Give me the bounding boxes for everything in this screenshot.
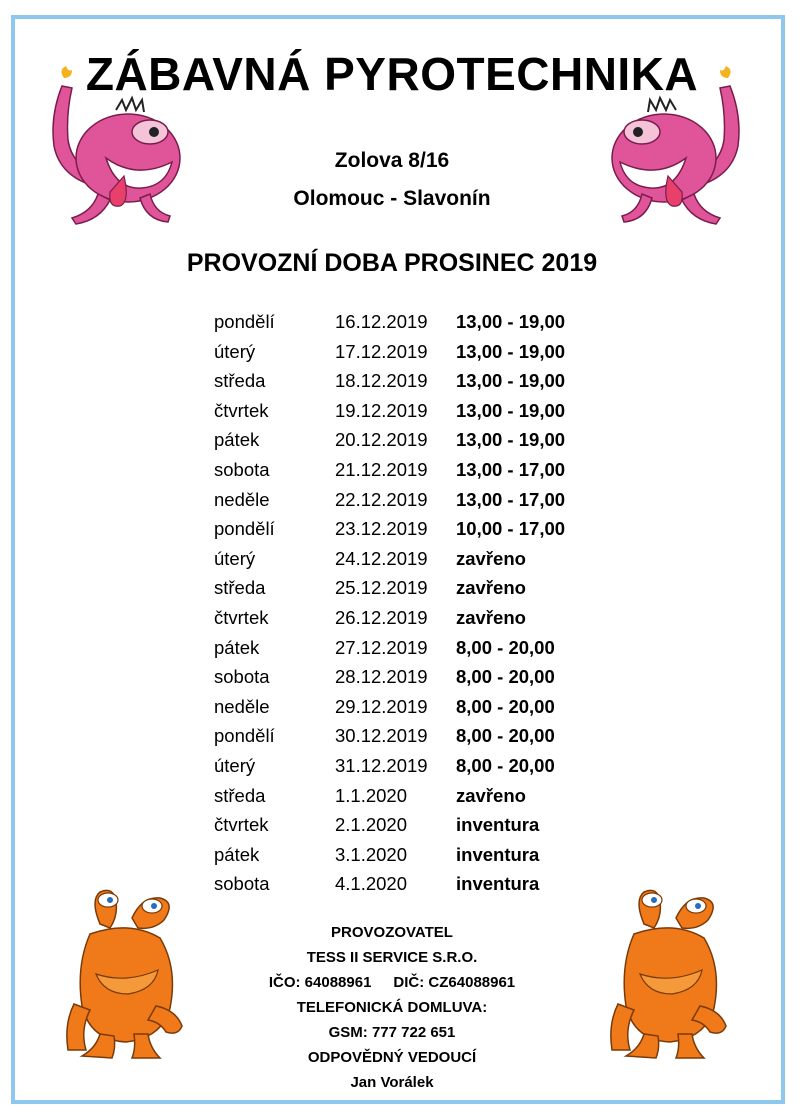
gsm-number: GSM: 777 722 651 [328, 1024, 456, 1041]
company-name: TESS II SERVICE S.R.O. [306, 949, 478, 966]
date: 4.1.2020 [335, 873, 408, 895]
date: 18.12.2019 [335, 370, 428, 392]
day-name: sobota [214, 458, 270, 480]
hours: 13,00 - 19,00 [456, 429, 566, 451]
schedule-row [214, 692, 614, 722]
schedule-row [214, 662, 614, 692]
schedule-row [214, 455, 614, 485]
hours: inventura [456, 843, 540, 865]
date: 19.12.2019 [335, 399, 428, 421]
day-name: sobota [214, 666, 270, 688]
day-name: pátek [214, 636, 260, 658]
date: 30.12.2019 [335, 725, 428, 747]
hours: zavřeno [456, 606, 526, 628]
ico-number: IČO: 64088961 [268, 974, 372, 991]
date: 25.12.2019 [335, 577, 428, 599]
phone-label: TELEFONICKÁ DOMLUVA: [296, 999, 488, 1016]
day-name: středa [214, 577, 266, 599]
day-name: pondělí [214, 518, 275, 540]
day-name: pondělí [214, 725, 275, 747]
schedule-row [214, 781, 614, 811]
date: 17.12.2019 [335, 340, 428, 362]
hours: zavřeno [456, 577, 526, 599]
day-name: úterý [214, 340, 256, 362]
day-name: neděle [214, 695, 270, 717]
date: 21.12.2019 [335, 458, 428, 480]
schedule-row [214, 425, 614, 455]
hours: 8,00 - 20,00 [456, 636, 555, 658]
hours: zavřeno [456, 784, 526, 806]
date: 24.12.2019 [335, 547, 428, 569]
date: 31.12.2019 [335, 754, 428, 776]
hours: 8,00 - 20,00 [456, 725, 555, 747]
schedule-row [214, 810, 614, 840]
hours: 13,00 - 19,00 [456, 340, 566, 362]
day-name: středa [214, 370, 266, 392]
schedule-row [214, 840, 614, 870]
schedule-row [214, 544, 614, 574]
date: 27.12.2019 [335, 636, 428, 658]
hours: 13,00 - 17,00 [456, 458, 566, 480]
dic-number: DIČ: CZ64088961 [393, 974, 516, 991]
schedule-row [214, 366, 614, 396]
hours: 13,00 - 19,00 [456, 370, 566, 392]
date: 20.12.2019 [335, 429, 428, 451]
schedule-row [214, 514, 614, 544]
hours: 8,00 - 20,00 [456, 754, 555, 776]
address-street: Zolova 8/16 [334, 149, 450, 172]
hours: 8,00 - 20,00 [456, 666, 555, 688]
manager-name: Jan Vorálek [350, 1074, 434, 1091]
hours: inventura [456, 814, 540, 836]
schedule-row [214, 307, 614, 337]
address-city: Olomouc - Slavonín [293, 187, 491, 210]
schedule-row [214, 573, 614, 603]
schedule-title: PROVOZNÍ DOBA PROSINEC 2019 [186, 249, 598, 277]
schedule-row [214, 721, 614, 751]
opening-hours-list [214, 307, 614, 899]
day-name: úterý [214, 547, 256, 569]
schedule-row [214, 869, 614, 899]
hours: 13,00 - 19,00 [456, 399, 566, 421]
hours: 8,00 - 20,00 [456, 695, 555, 717]
date: 28.12.2019 [335, 666, 428, 688]
tax-ids [0, 970, 784, 995]
day-name: neděle [214, 488, 270, 510]
hours: 13,00 - 17,00 [456, 488, 566, 510]
day-name: pátek [214, 843, 260, 865]
day-name: čtvrtek [214, 606, 269, 628]
hours: 10,00 - 17,00 [456, 518, 566, 540]
schedule-row [214, 485, 614, 515]
day-name: čtvrtek [214, 814, 269, 836]
day-name: středa [214, 784, 266, 806]
operator-label: PROVOZOVATEL [331, 924, 453, 941]
manager-label: ODPOVĚDNÝ VEDOUCÍ [307, 1049, 477, 1066]
day-name: pátek [214, 429, 260, 451]
date: 16.12.2019 [335, 311, 428, 332]
schedule-row [214, 396, 614, 426]
hours: 13,00 - 19,00 [456, 311, 566, 332]
schedule-row [214, 633, 614, 663]
date: 3.1.2020 [335, 843, 408, 865]
date: 1.1.2020 [335, 784, 408, 806]
hours: zavřeno [456, 547, 526, 569]
date: 23.12.2019 [335, 518, 428, 540]
hours: inventura [456, 873, 540, 895]
schedule-row [214, 603, 614, 633]
day-name: čtvrtek [214, 399, 269, 421]
day-name: sobota [214, 873, 270, 895]
operator-info [0, 920, 784, 1095]
day-name: pondělí [214, 311, 275, 332]
schedule-row [214, 337, 614, 367]
date: 2.1.2020 [335, 814, 408, 836]
day-name: úterý [214, 754, 256, 776]
date: 29.12.2019 [335, 695, 428, 717]
schedule-row [214, 751, 614, 781]
date: 22.12.2019 [335, 488, 428, 510]
date: 26.12.2019 [335, 606, 428, 628]
page-title: ZÁBAVNÁ PYROTECHNIKA [85, 48, 699, 100]
